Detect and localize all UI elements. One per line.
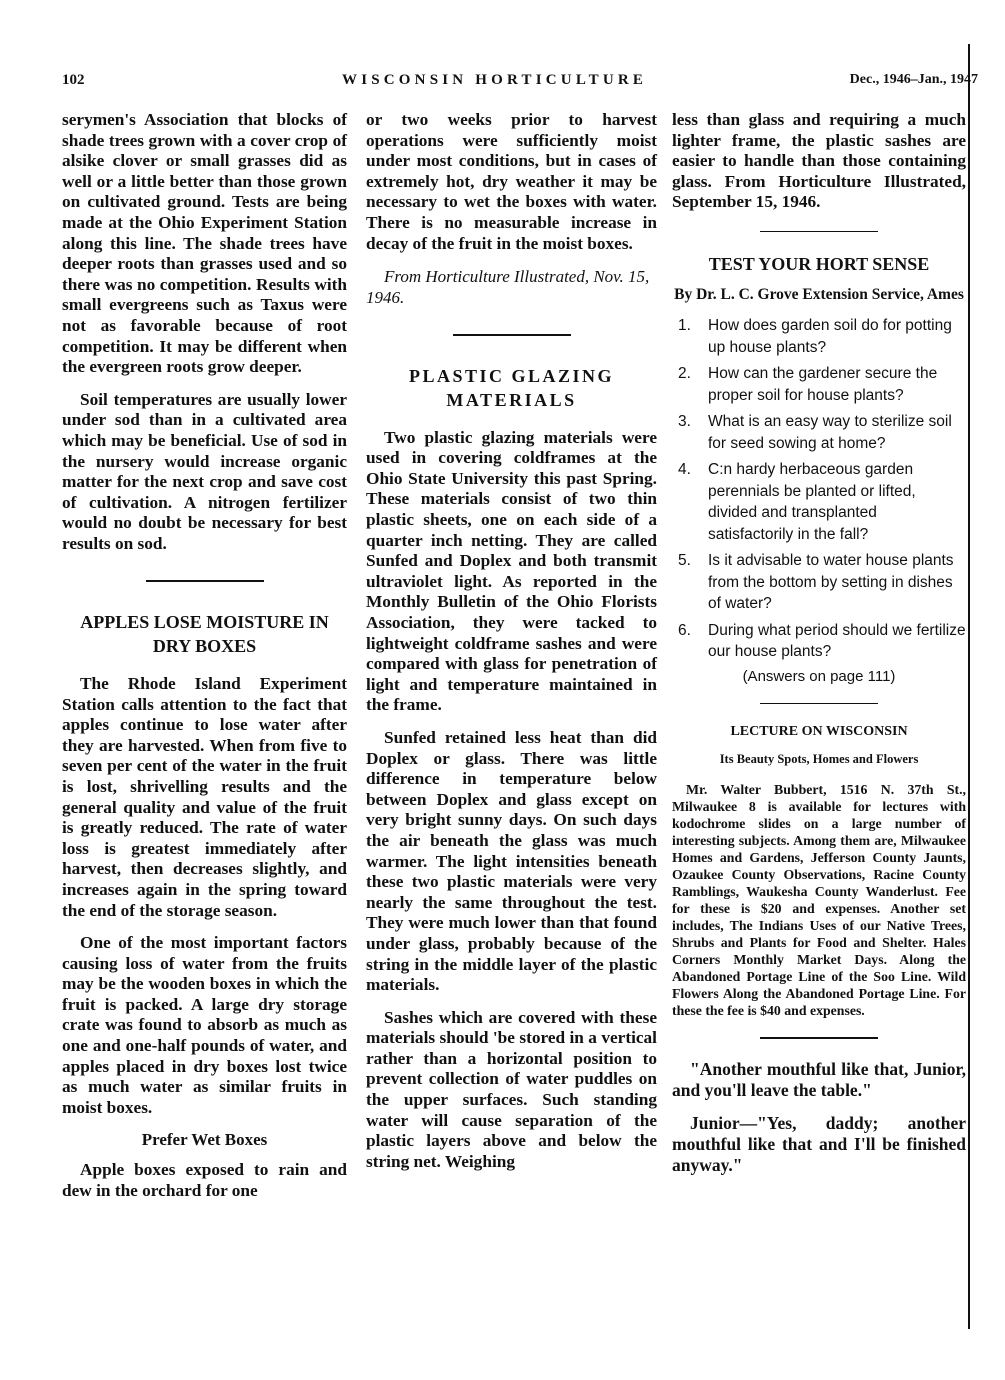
list-item: 3. What is an easy way to sterilize soil for seed sowing at home? — [678, 413, 952, 452]
hort-sense-byline: By Dr. L. C. Grove Extension Service, Ames — [674, 286, 964, 304]
citation: From Horticulture Illustrated, Nov. 15, 1946. — [366, 267, 650, 308]
list-item: 6. During what period should we fertilize our house plants? — [678, 621, 966, 661]
section-divider — [146, 580, 264, 582]
plastic-glazing-heading: PLASTIC GLAZING MATERIALS — [408, 365, 615, 410]
lecture-subheading: Its Beauty Spots, Homes and Flowers — [719, 752, 919, 767]
plastic-paragraph-2: Sunfed retained less heat than did Doplex or glass. There was little difference in temperature below between Doplex and glass except on very bright sunny days. On such days the air beneath the glass was much warmer. The light intensities beneath these two plastic materials were very nearly the same throughout the test. They were much lower than that found under glass, probably because of the string in the middle layer of the plastic materials. — [366, 727, 657, 995]
lecture-heading: LECTURE ON WISCONSIN — [730, 724, 908, 740]
apples-paragraph-2: One of the most important factors causing loss of water from the fruits may be the wooden boxes in which the fruit is packed. A large dry storage crate was found to absorb as much as one and one-half pounds of water, and apples placed in dry boxes lost twice as much water as similar fruits in moist boxes. — [62, 933, 347, 1117]
plastic-paragraph-3: Sashes which are covered with these materials should 'be stored in a vertical rather than a horizontal position to prevent collection of water puddles on the upper surfaces. Such standing water will cause separation of the plastic layers above and below the string net. Weighing — [366, 1007, 657, 1171]
list-item: 4. C:n hardy herbaceous garden perennials be planted or lifted, divided and transplanted satisfactorily in the fall? — [678, 461, 916, 543]
wet-boxes-paragraph: Apple boxes exposed to rain and dew in the orchard for one — [62, 1160, 347, 1201]
apples-continued-paragraph: or two weeks prior to harvest operations were sufficiently moist under most conditions, but in cases of extremely hot, dry weather it may be necessary to wet the boxes with water. There is no measurable increase in decay of the fruit in the moist boxes. — [366, 110, 657, 253]
joke-line-2: Junior—"Yes, daddy; another mouthful like that and I'll be finished anyway." — [672, 1112, 966, 1175]
publication-title: WISCONSIN HORTICULTURE — [342, 72, 648, 88]
apples-heading: APPLES LOSE MOISTURE IN DRY BOXES — [80, 611, 329, 656]
list-item: 2. How can the gardener secure the proper soil for house plants? — [678, 365, 938, 404]
section-divider — [453, 334, 571, 336]
issue-date: Dec., 1946–Jan., 1947 — [849, 72, 978, 87]
answers-note: (Answers on page 111) — [742, 667, 896, 685]
list-item: 1. How does garden soil do for potting up house plants? — [678, 317, 952, 356]
page-number: 102 — [62, 72, 85, 88]
section-divider — [760, 703, 878, 705]
plastic-continued-paragraph: less than glass and requiring a much lighter frame, the plastic sashes are easier to handle than those containing glass. From Horticulture Illustrated, September 15, 1946. — [672, 110, 966, 212]
plastic-paragraph-1: Two plastic glazing materials were used in covering coldframes at the Ohio State University this past Spring. These materials consist of two thin plastic sheets, one on each side of a quarter inch netting. They are called Sunfed and Doplex and both transmit ultraviolet light. As reported in the Monthly Bulletin of the Ohio Florists Association, they were tacked to lightweight coldframe sashes and were compared with glass for penetration of light and temperature maintained in the frame. — [366, 427, 657, 715]
list-item: 5. Is it advisable to water house plants from the bottom by setting in dishes of water? — [678, 552, 954, 613]
joke-line-1: "Another mouthful like that, Junior, and you'll leave the table." — [672, 1058, 966, 1100]
section-divider — [760, 231, 878, 233]
shade-trees-paragraph: serymen's Association that blocks of shade trees grown with a cover crop of alsike clover or small grasses did as well or a little better than those grown on cultivated ground. Tests are being made at the Ohio Experiment Station along this line. The shade trees have deeper roots than grasses used and so there was no competition. Results with small evergreens such as Taxus were not as favorable because of root competition. It may be different when the evergreen roots grow deeper. — [62, 110, 347, 377]
column-right — [672, 110, 966, 1188]
question-list — [672, 315, 966, 663]
hort-sense-heading: TEST YOUR HORT SENSE — [708, 254, 930, 275]
apples-paragraph-1: The Rhode Island Experiment Station calls attention to the fact that apples continue to lose water after they are harvested. When from five to seven per cent of the water in the fruit is lost, shrivelling results and the general quality and value of the fruit is greatly reduced. The rate of water loss is greatest immediately after harvest, then decreases slightly, and increases again in the spring toward the end of the storage season. — [62, 673, 347, 920]
section-divider — [760, 1037, 878, 1039]
lecture-paragraph: Mr. Walter Bubbert, 1516 N. 37th St., Milwaukee 8 is available for lectures with kodochrome slides on a large number of interesting subjects. Among them are, Milwaukee Homes and Gardens, Jefferson County Jaunts, Ozaukee County Observations, Racine County Ramblings, Waukesha County Wanderlust. Fee for these is $20 and expenses. Another set includes, The Indians Uses of our Native Trees, Shrubs and Plants for Food and Shelter. Hales Corners Monthly Market Days. Along the Abandoned Portage Line of the Soo Line. Wild Flowers Along the Abandoned Portage Line. For these the fee is $40 and expenses. — [672, 782, 966, 1019]
soil-temperature-paragraph: Soil temperatures are usually lower under sod than in a cultivated area which may be beneficial. Use of sod in the nursery would increase organic matter for the next crop and save cost of cultivation. A nitrogen fertilizer would no doubt be necessary for best results on sod. — [62, 389, 347, 553]
page-edge-rule — [968, 44, 970, 1329]
column-left — [62, 110, 347, 1214]
wet-boxes-subheading: Prefer Wet Boxes — [141, 1130, 268, 1150]
column-middle — [366, 110, 657, 1184]
running-header — [62, 72, 978, 94]
